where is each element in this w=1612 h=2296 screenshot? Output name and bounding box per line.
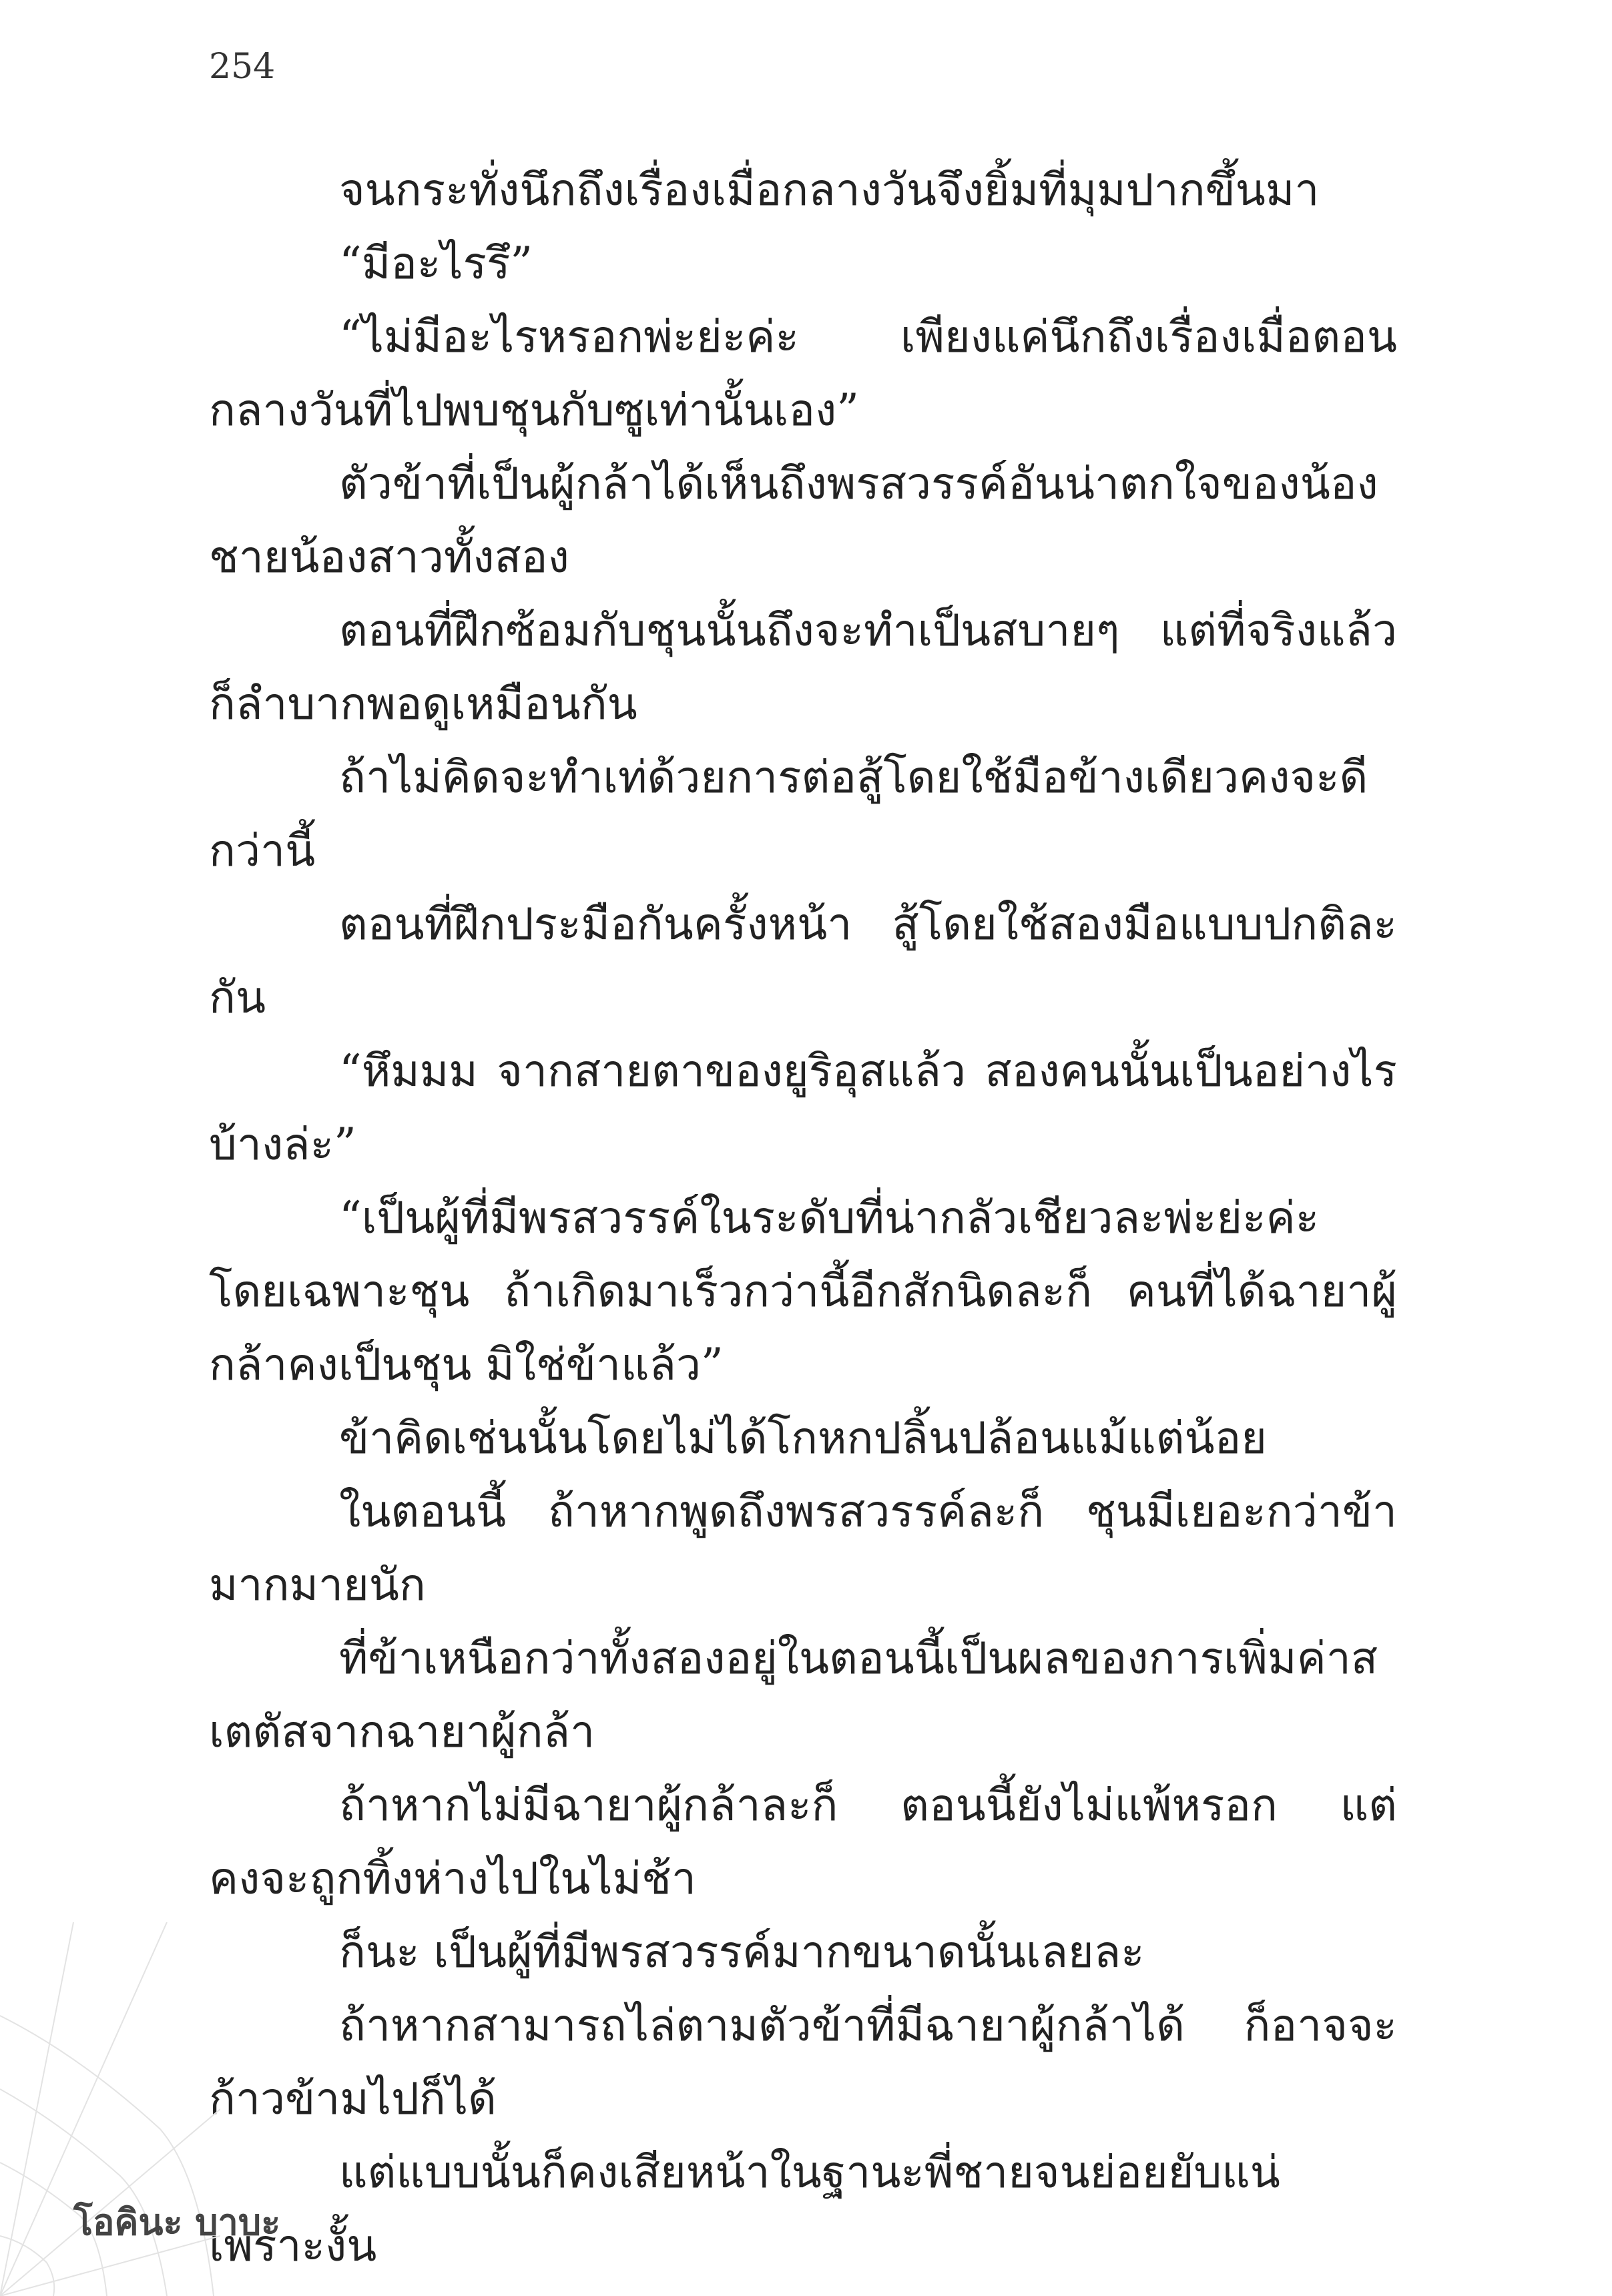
paragraph: จนกระทั่งนึกถึงเรื่องเมื่อกลางวันจึงยิ้มที่มุมปากขึ้นมา (339, 164, 1320, 216)
paragraph: ถ้าหากไม่มีฉายาผู้กล้าละก็ ตอนนี้ยังไม่แพ้หรอก แต่คงจะถูกทิ้งห่างไปในไม่ช้า (209, 1779, 1397, 1904)
paragraph: “หึมมม จากสายตาของยูริอุสแล้ว สองคนนั้นเป็นอย่างไรบ้างล่ะ” (209, 1045, 1397, 1170)
paragraph: ตัวข้าที่เป็นผู้กล้าได้เห็นถึงพรสวรรค์อันน่าตกใจของน้องชายน้องสาวทั้งสอง (209, 458, 1378, 583)
paragraph: ตอนที่ฝึกซ้อมกับชุนนั้นถึงจะทำเป็นสบายๆ แต่ที่จริงแล้วก็ลำบากพอดูเหมือนกัน (209, 605, 1397, 730)
paragraph: ข้าคิดเช่นนั้นโดยไม่ได้โกหกปลิ้นปล้อนแม้แต่น้อย (339, 1412, 1267, 1464)
page-number: 254 (209, 47, 276, 87)
paragraph: ในตอนนี้ ถ้าหากพูดถึงพรสวรรค์ละก็ ชุนมีเยอะกว่าข้ามากมายนัก (209, 1486, 1397, 1611)
body-text (209, 154, 1397, 2283)
footer-title: โอคินะ บาบะ (73, 2201, 281, 2243)
paragraph: “เป็นผู้ที่มีพรสวรรค์ในระดับที่น่ากลัวเชียวละพ่ะย่ะค่ะ โดยเฉพาะชุน ถ้าเกิดมาเร็วกว่านี้อีกสักนิดละก็ คนที่ได้ฉายาผู้กล้าคงเป็นชุน มิใช่ข้าแล้ว” (209, 1192, 1397, 1390)
paragraph: ถ้าหากสามารถไล่ตามตัวข้าที่มีฉายาผู้กล้าได้ ก็อาจจะก้าวข้ามไปก็ได้ (209, 2000, 1397, 2124)
paragraph: แต่แบบนั้นก็คงเสียหน้าในฐานะพี่ชายจนย่อยยับแน่ เพราะงั้น (209, 2146, 1280, 2271)
paragraph: ถ้าไม่คิดจะทำเท่ด้วยการต่อสู้โดยใช้มือข้างเดียวคงจะดีกว่านี้ (209, 752, 1368, 876)
paragraph: ที่ข้าเหนือกว่าทั้งสองอยู่ในตอนนี้เป็นผลของการเพิ่มค่าสเตตัสจากฉายาผู้กล้า (209, 1633, 1378, 1757)
paragraph: “มีอะไรรึ” (339, 238, 533, 289)
paragraph: ก็นะ เป็นผู้ที่มีพรสวรรค์มากขนาดนั้นเลยละ (339, 1926, 1145, 1978)
paragraph: “ไม่มีอะไรหรอกพ่ะย่ะค่ะ เพียงแค่นึกถึงเรื่องเมื่อตอนกลางวันที่ไปพบชุนกับซูเท่านั้นเอง” (209, 311, 1397, 436)
paragraph: ตอนที่ฝึกประมือกันครั้งหน้า สู้โดยใช้สองมือแบบปกติละกัน (209, 898, 1397, 1023)
